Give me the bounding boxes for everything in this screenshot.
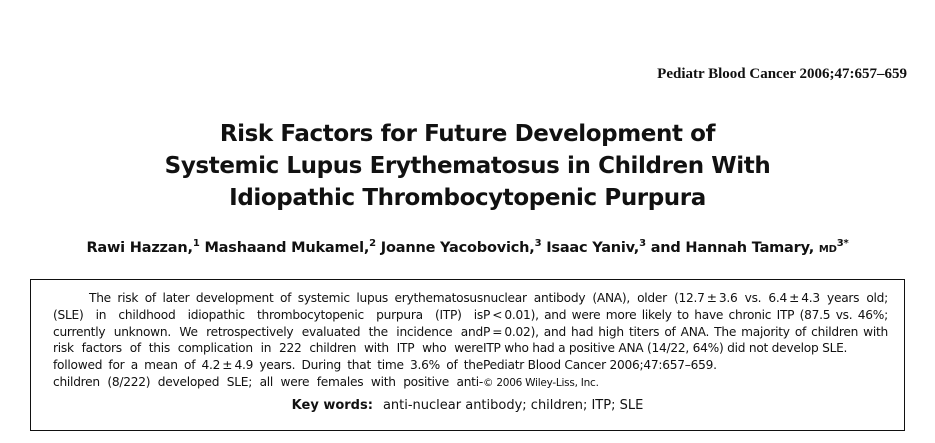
copyright-notice: © 2006 Wiley-Liss, Inc.: [483, 376, 599, 389]
abstract-line: The risk of later development of systemic lupus erythematosus: [89, 291, 483, 305]
abstract-right-column: [483, 290, 888, 392]
abstract-line: P < 0.01), and were more likely to have chronic ITP (87.5 vs. 46%;: [483, 307, 888, 322]
abstract-line: ITP who had a positive ANA (14/22, 64%) did not develop SLE.: [483, 341, 848, 356]
author-name: Rawi Hazzan,: [86, 240, 193, 256]
author-affiliation: 2: [369, 238, 376, 249]
abstract-line: currently unknown. We retrospectively evaluated the incidence and: [53, 324, 483, 339]
keywords-label: Key words:: [291, 398, 373, 413]
abstract-line: followed for a mean of 4.2 ± 4.9 years. During that time 3.6% of the: [53, 358, 483, 373]
abstract-line: children (8/222) developed SLE; all were females with positive anti-: [53, 374, 483, 389]
abstract-line: (SLE) in childhood idiopathic thrombocytopenic purpura (ITP) is: [53, 307, 483, 322]
author-affiliation: 1: [192, 238, 200, 249]
author-degree: MD: [818, 244, 837, 255]
keywords-list: anti-nuclear antibody; children; ITP; SLE: [382, 398, 644, 413]
title-line: Systemic Lupus Erythematosus in Children With: [164, 153, 771, 179]
author-name: Mashaand Mukamel,: [204, 240, 370, 256]
abstract-line: risk factors of this complication in 222 children with ITP who were: [53, 341, 483, 356]
author-affiliation: 3: [639, 238, 646, 249]
abstract-line: nuclear antibody (ANA), older (12.7 ± 3.6 vs. 6.4 ± 4.3 years old;: [483, 291, 888, 305]
author-name: Isaac Yaniv,: [546, 240, 640, 256]
abstract-left-column: [53, 290, 483, 391]
author-list: [0, 238, 935, 256]
author-affiliation: 3*: [836, 238, 849, 249]
abstract-citation: Pediatr Blood Cancer 2006;47:657–659.: [483, 358, 717, 373]
author-name: Joanne Yacobovich,: [380, 240, 535, 256]
keywords-row: [31, 398, 904, 413]
abstract-line: P = 0.02), and had high titers of ANA. The majority of children with: [483, 324, 888, 339]
title-line: Idiopathic Thrombocytopenic Purpura: [229, 185, 706, 211]
abstract-box: [30, 279, 905, 431]
author-name: and Hannah Tamary,: [650, 240, 815, 256]
author-affiliation: 3: [534, 238, 542, 249]
title-line: Risk Factors for Future Development of: [219, 121, 716, 147]
article-title: [0, 118, 935, 214]
journal-reference: Pediatr Blood Cancer 2006;47:657–659: [657, 66, 907, 82]
